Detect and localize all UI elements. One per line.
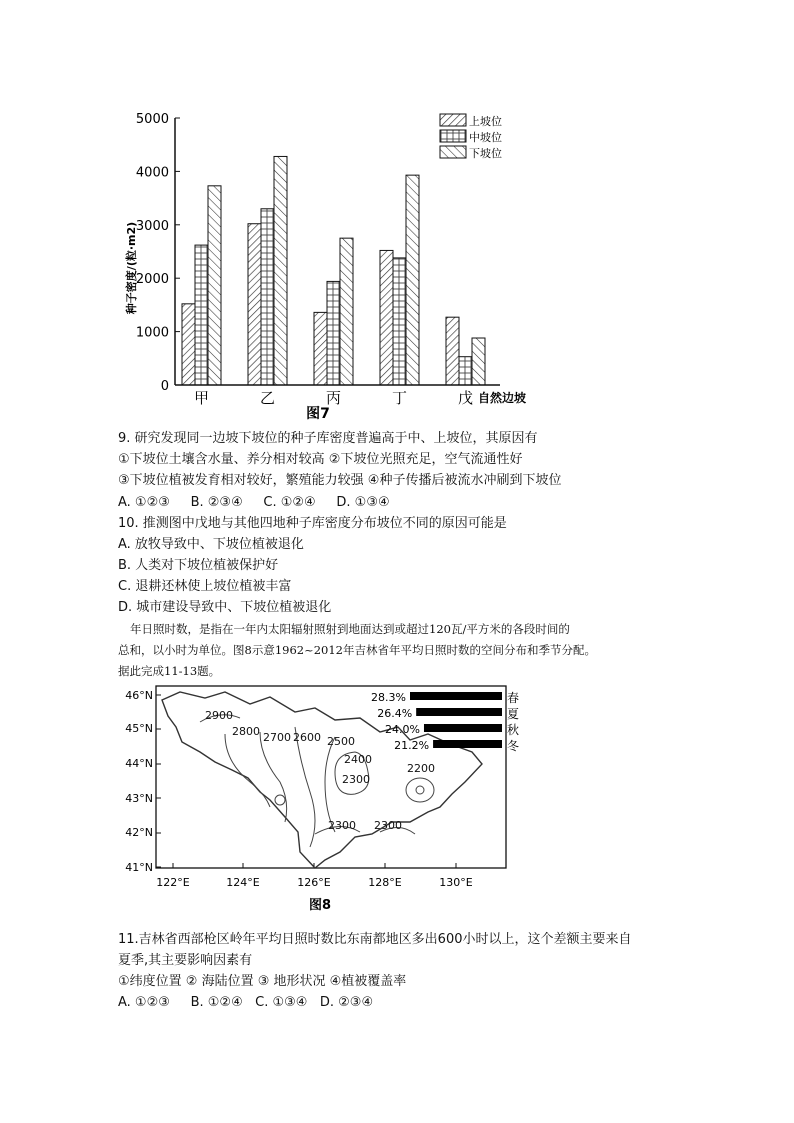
q9-choice-d[interactable]: D. ①③④ <box>336 495 390 510</box>
season-bar <box>410 692 502 700</box>
legend-swatch <box>440 130 466 142</box>
lon-label-126: 126°E <box>297 876 331 889</box>
season-name: 春 <box>507 691 520 705</box>
contour-label-2400: 2400 <box>344 753 372 766</box>
bar-乙-中坡位 <box>261 209 274 385</box>
q9-choice-b[interactable]: B. ②③④ <box>190 495 243 510</box>
y-tick-label: 2000 <box>135 272 169 288</box>
q9-choice-a[interactable]: A. ①②③ <box>118 495 170 510</box>
chart-title: 图7 <box>306 406 330 422</box>
lat-label-42: 42°N <box>125 826 153 839</box>
seed-density-bar-chart <box>0 100 794 430</box>
lon-label-122: 122°E <box>156 876 190 889</box>
bar-戊-下坡位 <box>472 338 485 385</box>
x-category-label: 丁 <box>391 389 408 407</box>
bar-丙-下坡位 <box>340 238 353 385</box>
x-category-label: 丙 <box>325 389 342 407</box>
legend-swatch <box>440 114 466 126</box>
q10-choice-b[interactable]: B. 人类对下坡位植被保护好 <box>118 558 279 573</box>
intro-line-3: 据此完成11-13题。 <box>118 664 221 678</box>
season-name: 秋 <box>507 723 520 737</box>
season-percent: 21.2% <box>394 739 430 752</box>
x-category-label: 甲 <box>193 389 210 407</box>
intro-line-2: 总和，以小时为单位。图8示意1962~2012年吉林省年平均日照时数的空间分布和季节分配。 <box>118 643 596 657</box>
q11-choice-b[interactable]: B. ①②④ <box>190 995 243 1010</box>
intro-line-1: 年日照时数，是指在一年内太阳辐射照射到地面达到或超过120瓦/平方米的各段时间的 <box>130 622 570 636</box>
lat-label-43: 43°N <box>125 792 153 805</box>
bar-甲-上坡位 <box>182 304 195 385</box>
legend-swatch <box>440 146 466 158</box>
bar-乙-上坡位 <box>248 224 261 385</box>
y-tick-label: 0 <box>160 379 169 394</box>
q10-choice-d[interactable]: D. 城市建设导致中、下坡位植被退化 <box>118 600 332 615</box>
jilin-sunshine-map <box>110 682 530 917</box>
bar-丙-上坡位 <box>314 312 327 385</box>
contour-label-2300-south: 2300 <box>328 819 356 832</box>
lat-label-45: 45°N <box>125 722 153 735</box>
bar-丁-下坡位 <box>406 175 419 385</box>
q9-choice-c[interactable]: C. ①②④ <box>263 495 316 510</box>
y-tick-label: 3000 <box>135 218 169 234</box>
contour-label-2800: 2800 <box>232 725 260 738</box>
q10-stem: 10. 推测图中戊地与其他四地种子库密度分布坡位不同的原因可能是 <box>118 516 507 531</box>
map-title: 图8 <box>308 898 332 913</box>
contour-label-2900: 2900 <box>205 709 233 722</box>
q9-choices <box>118 493 390 513</box>
bar-戊-上坡位 <box>446 317 459 385</box>
bar-戊-中坡位 <box>459 357 472 385</box>
legend-label: 下坡位 <box>469 147 502 160</box>
legend-label: 中坡位 <box>469 131 502 144</box>
x-category-label: 乙 <box>259 389 276 407</box>
season-name: 冬 <box>507 739 520 753</box>
contour-label-2600: 2600 <box>293 731 321 744</box>
bar-甲-下坡位 <box>208 186 221 385</box>
q11-choices <box>118 993 373 1013</box>
q10-choice-a[interactable]: A. 放牧导致中、下坡位植被退化 <box>118 537 304 552</box>
contour-label-2500: 2500 <box>327 735 355 748</box>
q9-options-2: ③下坡位植被发育相对较好，繁殖能力较强 ④种子传播后被流水冲刷到下坡位 <box>118 473 562 488</box>
q11-choice-c[interactable]: C. ①③④ <box>255 995 308 1010</box>
lat-label-44: 44°N <box>125 757 153 770</box>
season-name: 夏 <box>507 707 520 721</box>
lat-label-46: 46°N <box>125 689 153 702</box>
q9-options-1: ①下坡位土壤含水量、养分相对较高 ②下坡位光照充足，空气流通性好 <box>118 452 523 467</box>
q11-choice-d[interactable]: D. ②③④ <box>319 995 374 1010</box>
q9-stem: 9. 研究发现同一边坡下坡位的种子库密度普遍高于中、上坡位，其原因有 <box>118 431 538 446</box>
q11-stem-1: 11.吉林省西部枪区岭年平均日照时数比东南都地区多出600小时以上，这个差额主要来自 <box>118 932 632 947</box>
q10-choice-c[interactable]: C. 退耕还林使上坡位植被丰富 <box>118 579 292 594</box>
contour-label-2300-center: 2300 <box>342 773 370 786</box>
y-tick-label: 4000 <box>135 165 169 181</box>
bar-丁-上坡位 <box>380 250 393 385</box>
season-percent: 24.0% <box>385 723 420 736</box>
x-axis-extra-label: 自然边坡 <box>478 391 527 405</box>
lon-label-130: 130°E <box>439 876 473 889</box>
bar-丙-中坡位 <box>327 281 340 385</box>
y-tick-label: 5000 <box>135 112 169 127</box>
legend-label: 上坡位 <box>469 115 502 128</box>
q11-stem-2: 夏季,其主要影响因素有 <box>118 953 253 968</box>
y-tick-label: 1000 <box>135 325 169 341</box>
contour-label-2300-southeast: 2300 <box>374 819 402 832</box>
season-percent: 28.3% <box>371 691 406 704</box>
contour-label-2200: 2200 <box>407 762 435 775</box>
season-percent: 26.4% <box>377 707 413 720</box>
q11-options: ①纬度位置 ② 海陆位置 ③ 地形状况 ④植被覆盖率 <box>118 974 407 989</box>
lat-label-41: 41°N <box>125 861 153 874</box>
season-bar <box>416 708 502 716</box>
season-bar <box>424 724 502 732</box>
q11-choice-a[interactable]: A. ①②③ <box>118 995 170 1010</box>
contour-label-2700: 2700 <box>263 731 291 744</box>
lon-label-124: 124°E <box>226 876 260 889</box>
x-category-label: 戊 <box>457 389 474 407</box>
bar-甲-中坡位 <box>195 245 208 385</box>
y-axis-label: 种子密度/(粒·m2) <box>125 221 138 315</box>
season-bar <box>433 740 502 748</box>
bar-丁-中坡位 <box>393 258 406 385</box>
bar-乙-下坡位 <box>274 156 287 385</box>
lon-label-128: 128°E <box>368 876 402 889</box>
